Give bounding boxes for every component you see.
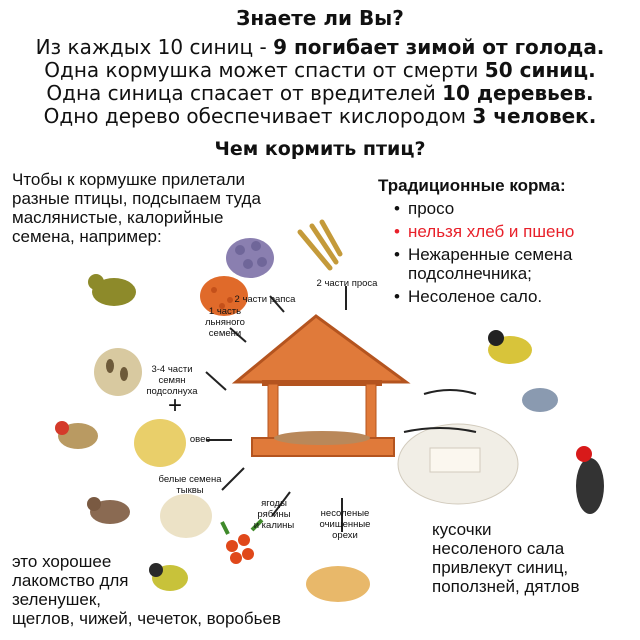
traditional-title: Традиционные корма: xyxy=(378,176,566,195)
goldfinch-icon xyxy=(55,421,98,449)
great-tit-icon xyxy=(488,330,532,364)
page-title: Знаете ли Вы? xyxy=(236,6,404,30)
bottom-right-text: кусочки несоленого сала привлекут синиц, поползней, дятлов xyxy=(432,520,580,596)
feed-item: • Несоленое сало. xyxy=(394,287,638,306)
label-berries: ягоды рябины и калины xyxy=(253,498,295,531)
label-sunflower: 3-4 части семян подсолнуха xyxy=(146,364,198,397)
bird-feeder-icon xyxy=(236,316,406,456)
wheat-icon xyxy=(300,222,340,268)
pumpkin-seeds-icon xyxy=(160,494,212,538)
intro-text: Чтобы к кормушке прилетали разные птицы, подсыпаем туда маслянистые, калорийные семена, например: xyxy=(12,170,261,246)
fact-line: Одно дерево обеспечивает кислородом 3 человек. xyxy=(43,104,597,128)
fact-line: Одна синица спасает от вредителей 10 деревьев. xyxy=(46,81,594,105)
label-millet: 2 части проса xyxy=(316,278,378,289)
woodpecker-icon xyxy=(576,446,604,514)
feed-item: • просо xyxy=(394,199,638,218)
label-oats: овес xyxy=(189,434,211,445)
fact-line: Одна кормушка может спасти от смерти 50 синиц. xyxy=(44,58,596,82)
bottom-left-text: это хорошее лакомство для зеленушек, щеглов, чижей, чечеток, воробьев xyxy=(12,552,281,628)
plus-sign: + xyxy=(168,392,183,419)
label-flax: 1 часть льняного семени xyxy=(205,306,245,339)
feed-item-forbidden: • нельзя хлеб и пшено xyxy=(394,222,638,241)
oats-icon xyxy=(134,419,186,467)
millet-pile-icon xyxy=(226,238,274,278)
lard-plate-icon xyxy=(398,424,518,504)
sparrow-icon xyxy=(87,497,130,524)
greenfinch-icon xyxy=(88,274,136,306)
label-nuts: несоленые очищенные орехи xyxy=(319,508,371,541)
section-subtitle: Чем кормить птиц? xyxy=(214,138,426,160)
nuthatch-icon xyxy=(522,388,558,412)
label-rape: 2 части рапса xyxy=(234,294,296,305)
label-pumpkin: белые семена тыквы xyxy=(158,474,222,496)
fact-line: Из каждых 10 синиц - 9 погибает зимой от голода. xyxy=(35,35,605,59)
feed-item: • Нежаренные семена подсолнечника; xyxy=(394,245,608,283)
